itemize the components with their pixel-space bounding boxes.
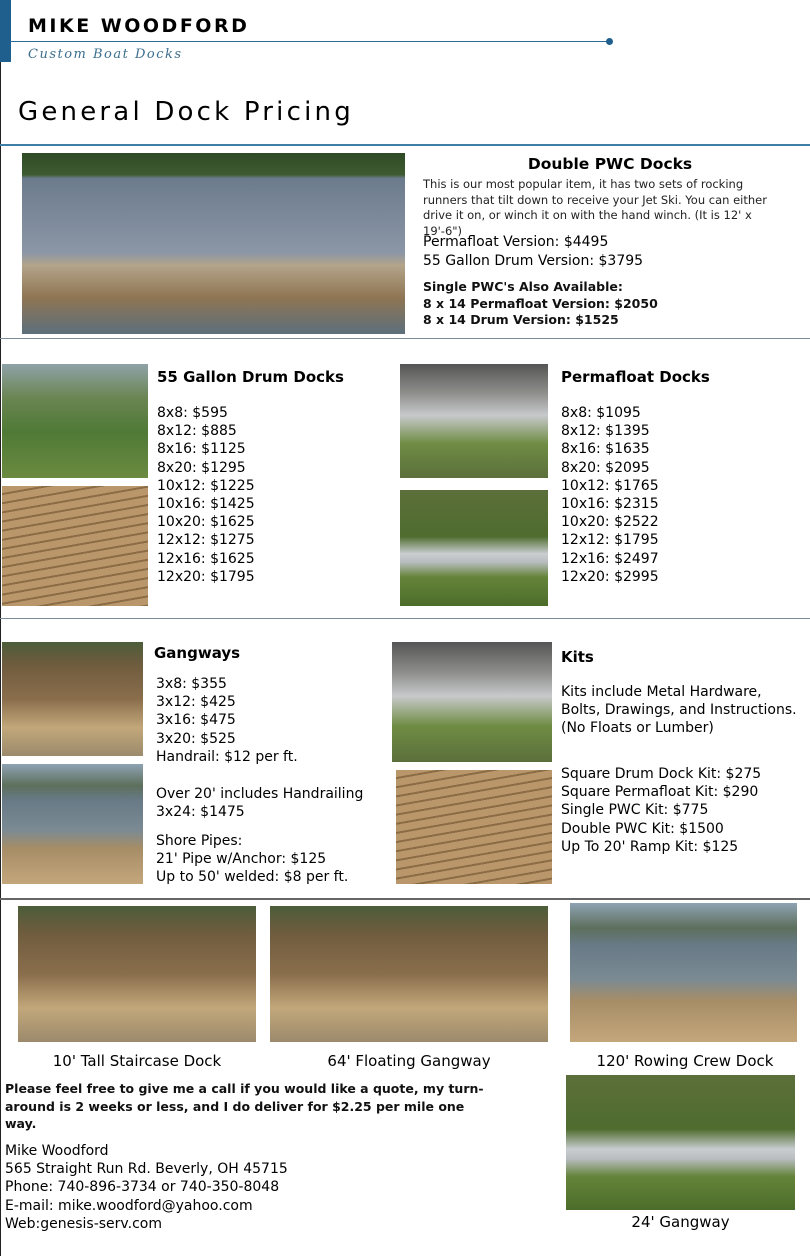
- photo-gangway-1: [2, 642, 143, 756]
- price-line: 8x20: $1295: [157, 459, 246, 476]
- caption-rowing-crew-dock: 120' Rowing Crew Dock: [596, 1052, 774, 1070]
- price-line: Permafloat Version: $4495: [423, 234, 609, 250]
- brand-accent-bar: [0, 0, 11, 62]
- price-line: 8 x 14 Drum Version: $1525: [423, 312, 619, 327]
- gangways-over-20: [156, 785, 363, 821]
- price-line: 3x16: $475: [156, 712, 236, 729]
- photo-kit-parts: [392, 642, 552, 762]
- price-line: 8x12: $1395: [561, 423, 650, 440]
- price-line: 10x12: $1225: [157, 477, 255, 494]
- price-line: 3x8: $355: [156, 676, 227, 692]
- photo-24-gangway: [566, 1075, 795, 1210]
- single-pwc-prices: [423, 296, 658, 329]
- photo-rowing-crew-dock: [570, 903, 797, 1042]
- kits-prices: [561, 765, 761, 856]
- price-line: 3x12: $425: [156, 694, 236, 711]
- contact-line: Phone: 740-896-3734 or 740-350-8048: [5, 1179, 280, 1196]
- price-line: 8 x 14 Permafloat Version: $2050: [423, 295, 658, 311]
- double-pwc-title: Double PWC Docks: [527, 155, 693, 173]
- price-line: 21' Pipe w/Anchor: $125: [156, 851, 327, 868]
- price-line: 3x20: $525: [156, 730, 236, 747]
- price-line: 55 Gallon Drum Version: $3795: [423, 252, 644, 269]
- contact-line: 565 Straight Run Rd. Beverly, OH 45715: [5, 1161, 288, 1178]
- double-pwc-prices: [423, 233, 643, 270]
- price-line: 12x16: $1625: [157, 550, 255, 567]
- price-line: 8x16: $1635: [561, 441, 650, 458]
- photo-drum-dock-2: [2, 486, 148, 606]
- price-line: Single PWC Kit: $775: [561, 802, 709, 819]
- photo-permafloat-dock-1: [400, 364, 548, 478]
- brand-tagline: Custom Boat Docks: [28, 47, 183, 62]
- price-line: 10x16: $1425: [157, 496, 255, 513]
- single-pwc-block: [423, 279, 658, 329]
- gangways-prices: [156, 675, 298, 766]
- brand-rule-dot: [606, 38, 613, 45]
- quote-note: Please feel free to give me a call if you would like a quote, my turn-around is 2 weeks or less, and I do deliver for $2.25 per mile one way.: [5, 1081, 484, 1131]
- price-line: 8x16: $1125: [157, 441, 246, 458]
- section-divider: [0, 898, 810, 900]
- price-line: 3x24: $1475: [156, 804, 245, 821]
- gangways-title: Gangways: [154, 644, 241, 662]
- price-line: Up to 50' welded: $8 per ft.: [156, 869, 349, 886]
- price-line: Square Permafloat Kit: $290: [561, 784, 759, 801]
- price-line: 8x8: $595: [157, 405, 228, 421]
- price-line: 10x20: $1625: [157, 514, 255, 531]
- price-line: Double PWC Kit: $1500: [561, 820, 724, 837]
- brand-rule: [10, 41, 610, 42]
- price-line: 10x12: $1765: [561, 477, 659, 494]
- price-line: 12x20: $2995: [561, 568, 659, 585]
- single-pwc-heading: Single PWC's Also Available:: [423, 279, 623, 294]
- contact-line: E-mail: mike.woodford@yahoo.com: [5, 1197, 253, 1214]
- photo-kit-assembled: [396, 770, 552, 884]
- photo-gangway-2: [2, 764, 143, 884]
- section-divider: [0, 338, 810, 339]
- price-line: Over 20' includes Handrailing: [156, 786, 364, 802]
- price-line: Up To 20' Ramp Kit: $125: [561, 838, 739, 855]
- brand-name: MIKE WOODFORD: [28, 15, 250, 37]
- photo-floating-gangway: [270, 906, 548, 1042]
- price-line: 12x12: $1275: [157, 532, 255, 549]
- caption-staircase-dock: 10' Tall Staircase Dock: [52, 1052, 222, 1070]
- permafloat-docks-title: Permafloat Docks: [561, 368, 710, 386]
- contact-info: [5, 1142, 288, 1233]
- photo-staircase-dock: [18, 906, 256, 1042]
- page-title: General Dock Pricing: [18, 97, 354, 127]
- kits-title: Kits: [561, 648, 594, 666]
- contact-line: Web:genesis-serv.com: [5, 1215, 162, 1232]
- price-line: 8x12: $885: [157, 423, 237, 440]
- price-line: 8x20: $2095: [561, 459, 650, 476]
- price-line: Square Drum Dock Kit: $275: [561, 766, 762, 782]
- photo-double-pwc-dock: [22, 153, 405, 334]
- page-border: [0, 0, 1, 1256]
- price-line: 12x20: $1795: [157, 568, 255, 585]
- title-divider: [0, 144, 810, 146]
- price-line: 10x20: $2522: [561, 514, 659, 531]
- caption-24-gangway: 24' Gangway: [631, 1213, 730, 1231]
- caption-floating-gangway: 64' Floating Gangway: [327, 1052, 491, 1070]
- kits-description: Kits include Metal Hardware, Bolts, Drawings, and Instructions. (No Floats or Lumber): [561, 684, 797, 737]
- photo-permafloat-dock-2: [400, 490, 548, 606]
- shore-pipes: [156, 832, 348, 887]
- double-pwc-description: This is our most popular item, it has two sets of rocking runners that tilt down to receive your Jet Ski. You can either drive it on, or winch it on with the hand winch. (It is 12' x 19'-6"): [423, 177, 767, 238]
- price-line: 12x12: $1795: [561, 532, 659, 549]
- contact-line: Mike Woodford: [5, 1143, 109, 1159]
- drum-docks-prices: [157, 404, 255, 586]
- price-line: Handrail: $12 per ft.: [156, 748, 298, 765]
- price-line: 8x8: $1095: [561, 405, 641, 421]
- drum-docks-title: 55 Gallon Drum Docks: [157, 368, 344, 386]
- section-divider: [0, 618, 810, 619]
- price-line: Shore Pipes:: [156, 833, 243, 849]
- price-line: 12x16: $2497: [561, 550, 659, 567]
- price-line: 10x16: $2315: [561, 496, 659, 513]
- permafloat-docks-prices: [561, 404, 659, 586]
- photo-drum-dock-1: [2, 364, 148, 478]
